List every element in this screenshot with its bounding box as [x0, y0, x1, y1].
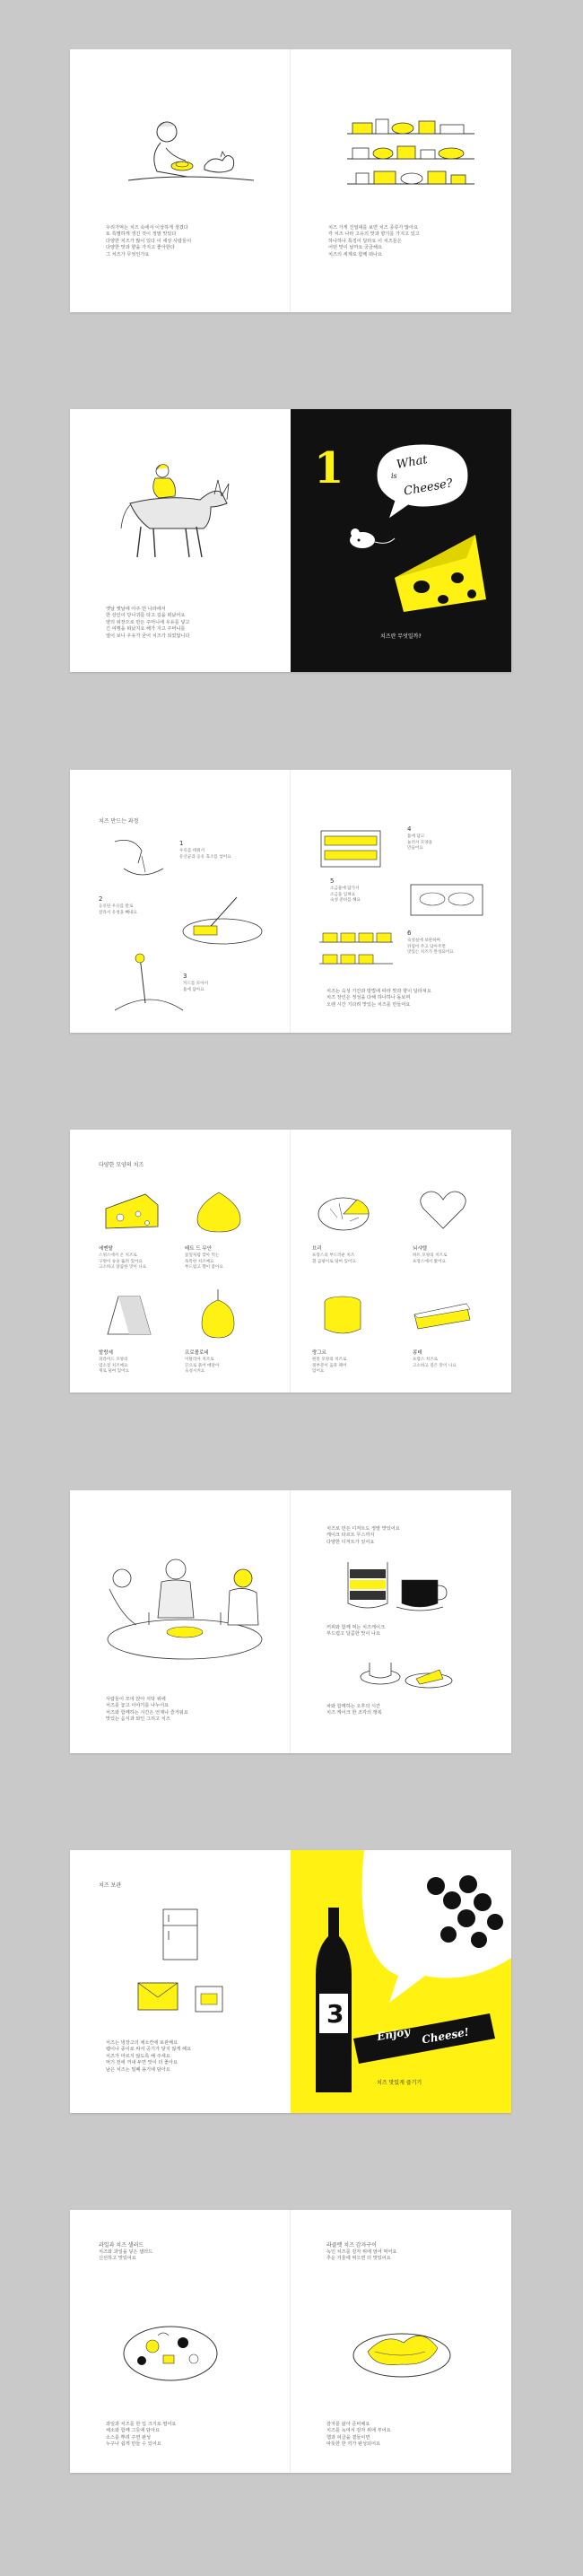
enjoy-text: Enjoy — [376, 2024, 412, 2044]
page-left — [70, 1130, 291, 1393]
page-left — [70, 409, 291, 672]
page-right — [291, 1490, 511, 1753]
step-4-text: 틀에 담고 눌러서 모양을 만들어요 — [407, 834, 433, 851]
step-5-number: 5 — [330, 878, 335, 885]
page-left — [70, 49, 291, 312]
step-6-number: 6 — [407, 930, 412, 937]
page-right-black — [291, 409, 511, 672]
tete-de-moine-icon — [192, 1187, 246, 1236]
spread-2 — [70, 409, 511, 672]
bubble-what: What — [395, 453, 429, 472]
section-title: 다양한 모양의 치즈 — [99, 1162, 144, 1168]
neufchatel-heart-icon — [416, 1187, 470, 1234]
page-left — [70, 2210, 291, 2473]
cheese-desc: 하트 모양의 치즈로 프랑스에서 왔어요 — [413, 1253, 448, 1264]
spread-4 — [70, 1130, 511, 1393]
cheese-desc: 꽃잎처럼 깎아 먹는 독특한 치즈예요 부드럽고 향이 좋아요 — [185, 1253, 223, 1271]
step-5-text: 소금물에 담가서 소금을 입혀요 숙성 준비를 해요 — [330, 886, 361, 904]
cheese-name: 랑그르 — [312, 1350, 326, 1356]
step-2-text: 응유된 우유를 칼로 잘라서 유청을 빼내요 — [99, 904, 137, 915]
cutting-curd-illustration — [178, 886, 267, 949]
party-text: 사람들이 모여 앉아 식탁 위에 치즈를 놓고 이야기를 나누어요 치즈와 함께하는 시간은 언제나 즐거워요 맛있는 음식과 와인 그리고 치즈 — [106, 1697, 188, 1723]
step-3-text: 커드를 모아서 틀에 담아요 — [183, 982, 209, 992]
cheese-desc: 원통 모양의 치즈로 윗부분이 움푹 패어 있어요 — [312, 1358, 347, 1375]
story-text: 옛날 옛날에 아주 먼 나라에서 한 상인이 당나귀를 타고 길을 떠났어요 양의 위장으로 만든 주머니에 우유를 넣고 긴 여행을 떠났지요 해가 지고 주머니를 열어 보니 우유가 굳어 치즈가 되었답니다 — [106, 607, 190, 639]
process-summary-text: 치즈는 숙성 기간과 방법에 따라 맛과 향이 달라져요 치즈 장인은 정성을 다해 하나하나 돌보며 오랜 시간 기다려 맛있는 치즈를 만들어요 — [326, 989, 431, 1008]
brine-bath-illustration — [407, 878, 488, 922]
step-6-text: 숙성실에 보관하며 뒤집어 주고 닦아주면 맛있는 치즈가 완성되어요 — [407, 939, 454, 956]
recipe-title: 과일과 치즈 샐러드 — [99, 2242, 144, 2249]
recipe-intro: 녹인 치즈를 감자 위에 얹어 먹어요 추운 겨울에 먹으면 더 맛있어요 — [326, 2249, 397, 2262]
recipe-steps: 감자를 삶아 준비해요 치즈를 녹여서 감자 위에 부어요 햄과 피클을 곁들이면 따뜻한 한 끼가 완성되어요 — [326, 2422, 391, 2448]
page-right — [291, 2210, 511, 2473]
press-illustration — [316, 822, 387, 876]
page-right-yellow — [291, 1850, 511, 2113]
section-title: 치즈 보관 — [99, 1882, 122, 1889]
page-right — [291, 1130, 511, 1393]
page-left — [70, 1490, 291, 1753]
raclette-illustration — [348, 2316, 456, 2388]
cheese-name: 콩테 — [413, 1350, 422, 1356]
brie-icon — [312, 1191, 375, 1236]
recipe-title: 라클렛 치즈 감자구이 — [326, 2242, 377, 2249]
container-icon — [192, 1983, 228, 2015]
cheese-desc: 프랑스 치즈로 고소하고 깊은 맛이 나요 — [413, 1358, 457, 1368]
comte-slice-icon — [411, 1297, 474, 1336]
step-4-number: 4 — [407, 825, 412, 833]
spread-6 — [70, 1850, 511, 2113]
ladle-illustration — [106, 947, 187, 1019]
storage-text: 치즈는 냉장고의 채소칸에 보관해요 랩이나 종이로 싸서 공기가 닿지 않게 해요 치즈가 마르지 않도록 해 주세요 먹기 전에 꺼내 두면 맛이 더 좋아요 남은 치즈는 밀폐 용기에 담아요 — [106, 2040, 192, 2073]
page-right — [291, 770, 511, 1033]
wrapped-cheese-icon — [135, 1976, 183, 2015]
shelves-text: 치즈 가게 진열대를 보면 치즈 종류가 많아요 각 치즈 나라 고유의 맛과 향기를 가지고 있고 하나하나 특징이 달라요 이 치즈들은 어떤 맛이 날까요 궁금해요 치즈의 세계로 함께 떠나요 — [328, 225, 420, 258]
cheese-desc: 프랑스의 부드러운 치즈 흰 곰팡이로 덮여 있어요 — [312, 1253, 356, 1264]
spread-1 — [70, 49, 511, 312]
cheese-exclaim-text: Cheese! — [421, 2025, 471, 2047]
chapter-number: 1 — [314, 443, 344, 493]
cheese-name: 브리 — [312, 1246, 322, 1252]
pouring-milk-illustration — [106, 833, 178, 886]
page-right — [291, 49, 511, 312]
cheese-shelves-illustration — [340, 103, 483, 202]
dessert-intro-text: 치즈로 만든 디저트도 정말 맛있어요 케이크 타르트 무스까지 다양한 디저트가 있어요 — [326, 1526, 400, 1545]
recipe-steps: 과일과 치즈를 한 입 크기로 썰어요 채소와 함께 그릇에 담아요 소스를 뿌려 주면 완성 누구나 쉽게 만들 수 있어요 — [106, 2422, 177, 2448]
dessert-mid-text: 커피와 함께 먹는 치즈케이크 부드럽고 달콤한 맛이 나요 — [326, 1625, 386, 1637]
cheese-desc: 스위스에서 온 치즈로 구멍이 숭숭 뚫려 있어요 고소하고 달콤한 맛이 나요 — [99, 1253, 147, 1271]
cheese-name: 에멘탈 — [99, 1246, 113, 1252]
valencay-icon — [102, 1291, 156, 1340]
mouse-and-cheese-illustration — [332, 522, 493, 621]
bottle-number: 3 — [326, 1999, 344, 2029]
aging-shelves-illustration — [316, 922, 396, 976]
cheese-name: 테트 드 무안 — [185, 1246, 213, 1252]
dinner-party-illustration — [86, 1542, 283, 1677]
step-1-number: 1 — [179, 840, 184, 847]
step-1-text: 우유를 데워서 유산균과 응유 효소를 넣어요 — [179, 849, 231, 860]
bubble-cheese: Cheese? — [403, 476, 454, 499]
emmental-icon — [100, 1189, 163, 1234]
spread-5 — [70, 1490, 511, 1753]
tiramisu-coffee-illustration — [330, 1553, 456, 1616]
fridge-icon — [158, 1906, 203, 1963]
wine-cheese-board-illustration — [291, 1850, 511, 2113]
cheese-name: 뇌샤텔 — [413, 1246, 427, 1252]
langres-icon — [318, 1291, 368, 1340]
cheese-name: 발랑세 — [99, 1350, 113, 1356]
step-3-number: 3 — [183, 973, 187, 980]
bubble-is: is — [391, 472, 397, 480]
page-left — [70, 770, 291, 1033]
intro-text: 우리가먹는 치즈 속에서 이상하게 생겼다 또 특별하게 생긴 것이 정말 맛있다 다양한 치즈가 많이 있다 이 세상 사람들이 다양한 맛과 향을 가지고 좋아한다 그 치즈가 무엇인가요 — [106, 225, 192, 258]
cheese-desc: 이탈리아 치즈로 끈으로 묶어 매달아 숙성시켜요 — [185, 1358, 220, 1375]
child-with-cat-illustration — [119, 112, 263, 211]
spread-7 — [70, 2210, 511, 2473]
salad-bowl-illustration — [117, 2318, 224, 2389]
chapter-caption: 치즈 맛있게 즐기기 — [377, 2080, 422, 2086]
step-2-number: 2 — [99, 895, 103, 903]
cheese-desc: 피라미드 모양의 염소젖 치즈예요 재로 덮여 있어요 — [99, 1358, 129, 1375]
page-left — [70, 1850, 291, 2113]
spread-3 — [70, 770, 511, 1033]
tea-cake-illustration — [353, 1650, 461, 1695]
recipe-intro: 치즈와 과일을 넣은 샐러드 신선하고 맛있어요 — [99, 2249, 153, 2262]
provolone-icon — [196, 1288, 240, 1341]
cheese-name: 프로볼로네 — [185, 1350, 209, 1356]
chapter-caption: 치즈란 무엇일까? — [380, 633, 422, 640]
dessert-bottom-text: 차와 함께하는 오후의 시간 치즈 케이크 한 조각의 행복 — [326, 1704, 382, 1716]
donkey-rider-illustration — [110, 458, 254, 566]
section-title: 치즈 만드는 과정 — [99, 818, 139, 825]
